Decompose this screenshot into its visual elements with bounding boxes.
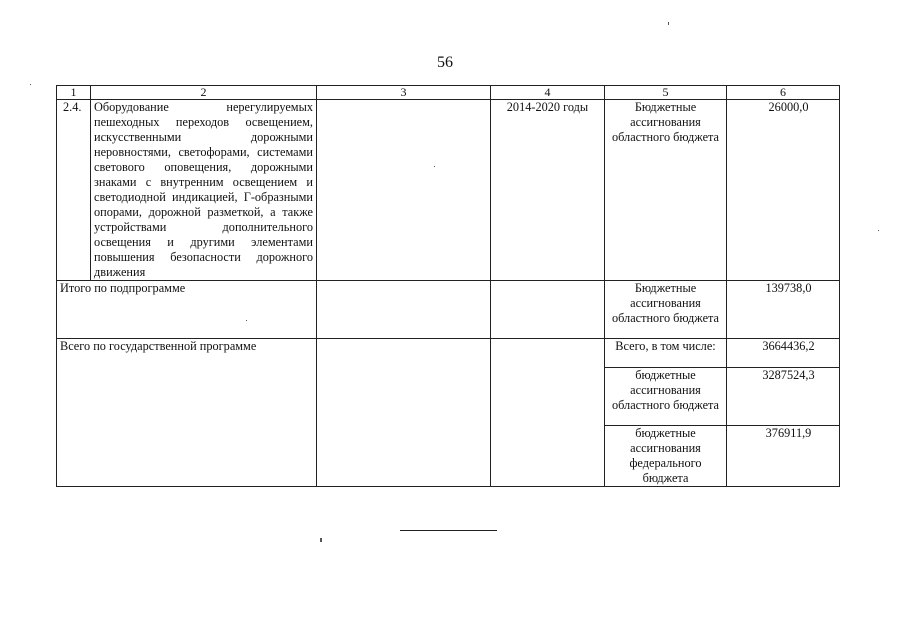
program-total-source-regional: бюджетные ассигнования областного бюджета [605, 368, 727, 426]
subprogram-total-executor [317, 281, 491, 339]
program-total-amount-all: 3664436,2 [727, 339, 840, 368]
page-number: 56 [437, 54, 453, 71]
table-row-item [57, 100, 840, 281]
header-cell-4: 4 [491, 86, 605, 100]
item-source: Бюджетные ассигнования областного бюджета [605, 100, 727, 281]
header-cell-3: 3 [317, 86, 491, 100]
program-total-amount-federal: 376911,9 [727, 426, 840, 487]
item-description: Оборудование нерегулируемых пешеходных переходов освещением, искусственными дорожными неровностями, светофорами, системами светового оповещения, дорожными знаками с внутренним освещением и светодиодной индикацией, Г-образными опорами, дорожной разметкой, а также устройствами дополнительного освещения и другими элементами повышения безопасности дорожного движения [91, 100, 317, 281]
subprogram-total-source: Бюджетные ассигнования областного бюджета [605, 281, 727, 339]
subprogram-total-label: Итого по подпрограмме [57, 281, 317, 339]
header-cell-1: 1 [57, 86, 91, 100]
program-total-executor [317, 339, 491, 487]
bottom-divider [400, 530, 497, 531]
scan-speck [30, 84, 31, 85]
program-total-label: Всего по государственной программе [57, 339, 317, 487]
item-executor [317, 100, 491, 281]
scan-speck [668, 22, 669, 25]
table-row-subprogram-total [57, 281, 840, 339]
item-amount: 26000,0 [727, 100, 840, 281]
program-total-source-federal: бюджетные ассигнования федерального бюджета [605, 426, 727, 487]
scan-speck [434, 166, 435, 167]
scan-speck [246, 320, 247, 321]
subprogram-total-amount: 139738,0 [727, 281, 840, 339]
scan-speck [878, 230, 879, 231]
item-number: 2.4. [57, 100, 91, 281]
header-cell-6: 6 [727, 86, 840, 100]
program-total-amount-regional: 3287524,3 [727, 368, 840, 426]
scan-speck [320, 538, 322, 542]
program-total-period [491, 339, 605, 487]
program-table [56, 85, 840, 487]
header-cell-2: 2 [91, 86, 317, 100]
subprogram-total-period [491, 281, 605, 339]
header-row [57, 86, 840, 100]
item-period: 2014-2020 годы [491, 100, 605, 281]
program-total-source-all: Всего, в том числе: [605, 339, 727, 368]
header-cell-5: 5 [605, 86, 727, 100]
table-row-program-total [57, 339, 840, 368]
